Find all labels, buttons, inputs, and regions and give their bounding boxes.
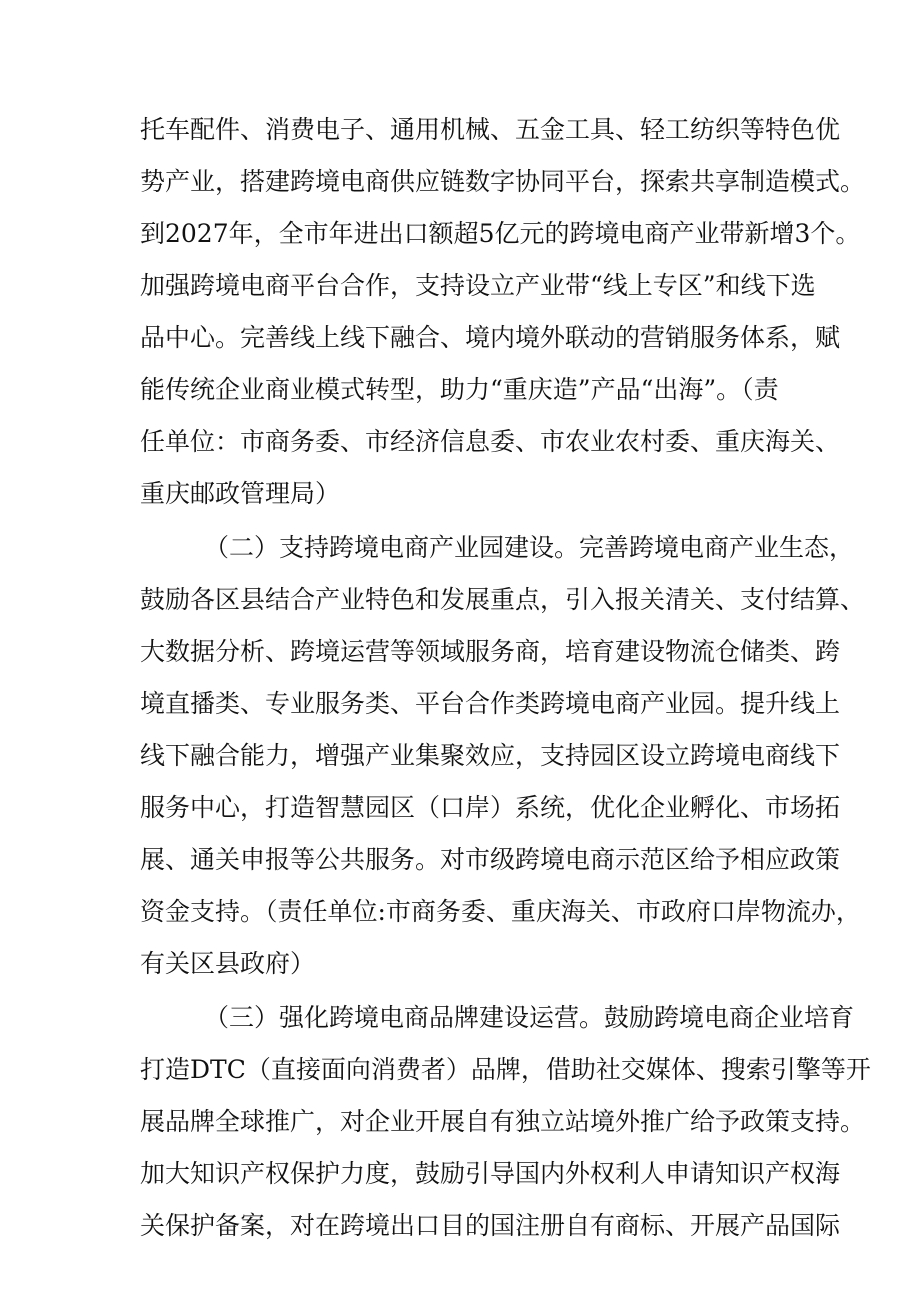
paragraph-3-line-4: 加大知识产权保护力度，鼓励引导国内外权利人申请知识产权海 (140, 1159, 841, 1188)
paragraph-2-line-9: 有关区县政府） (140, 949, 316, 978)
paragraph-2-line-8: 资金支持。（责任单位:市商务委、重庆海关、市政府口岸物流办， (140, 897, 861, 926)
paragraph-2-line-1: （二）支持跨境电商产业园建设。完善跨境电商产业生态， (204, 533, 855, 562)
paragraph-1-line-2: 势产业，搭建跨境电商供应链数字协同平台，探索共享制造模式。 (140, 167, 866, 196)
paragraph-2-line-2: 鼓励各区县结合产业特色和发展重点，引入报关清关、支付结算、 (140, 585, 866, 614)
paragraph-1-line-7: 任单位：市商务委、市经济信息委、市农业农村委、重庆海关、 (140, 427, 841, 456)
paragraph-1-line-6: 能传统企业商业模式转型，助力“重庆造”产品“出海”。（责 (140, 375, 779, 404)
paragraph-1-line-5: 品中心。完善线上线下融合、境内境外联动的营销服务体系，赋 (140, 323, 841, 352)
paragraph-1-line-4: 加强跨境电商平台合作，支持设立产业带“线上专区”和线下选 (140, 271, 816, 300)
paragraph-2-line-5: 线下融合能力，增强产业集聚效应，支持园区设立跨境电商线下 (140, 741, 841, 770)
paragraph-3-line-5: 关保护备案，对在跨境出口目的国注册自有商标、开展产品国际 (140, 1211, 841, 1240)
paragraph-1-line-3: 到2027年，全市年进出口额超5亿元的跨境电商产业带新增3个。 (140, 219, 861, 248)
paragraph-1-line-8: 重庆邮政管理局） (140, 479, 341, 508)
paragraph-2-line-6: 服务中心，打造智慧园区（口岸）系统，优化企业孵化、市场拓 (140, 793, 841, 822)
paragraph-3-line-3: 展品牌全球推广，对企业开展自有独立站境外推广给予政策支持。 (140, 1107, 866, 1136)
paragraph-2-line-4: 境直播类、专业服务类、平台合作类跨境电商产业园。提升线上 (140, 689, 841, 718)
paragraph-2-line-7: 展、通关申报等公共服务。对市级跨境电商示范区给予相应政策 (140, 845, 841, 874)
paragraph-3-line-2: 打造DTC（直接面向消费者）品牌，借助社交媒体、搜索引擎等开 (140, 1055, 871, 1084)
paragraph-3-line-1: （三）强化跨境电商品牌建设运营。鼓励跨境电商企业培育 (204, 1003, 855, 1032)
paragraph-1-line-1: 托车配件、消费电子、通用机械、五金工具、轻工纺织等特色优 (140, 115, 841, 144)
paragraph-2-line-3: 大数据分析、跨境运营等领域服务商，培育建设物流仓储类、跨 (140, 637, 841, 666)
